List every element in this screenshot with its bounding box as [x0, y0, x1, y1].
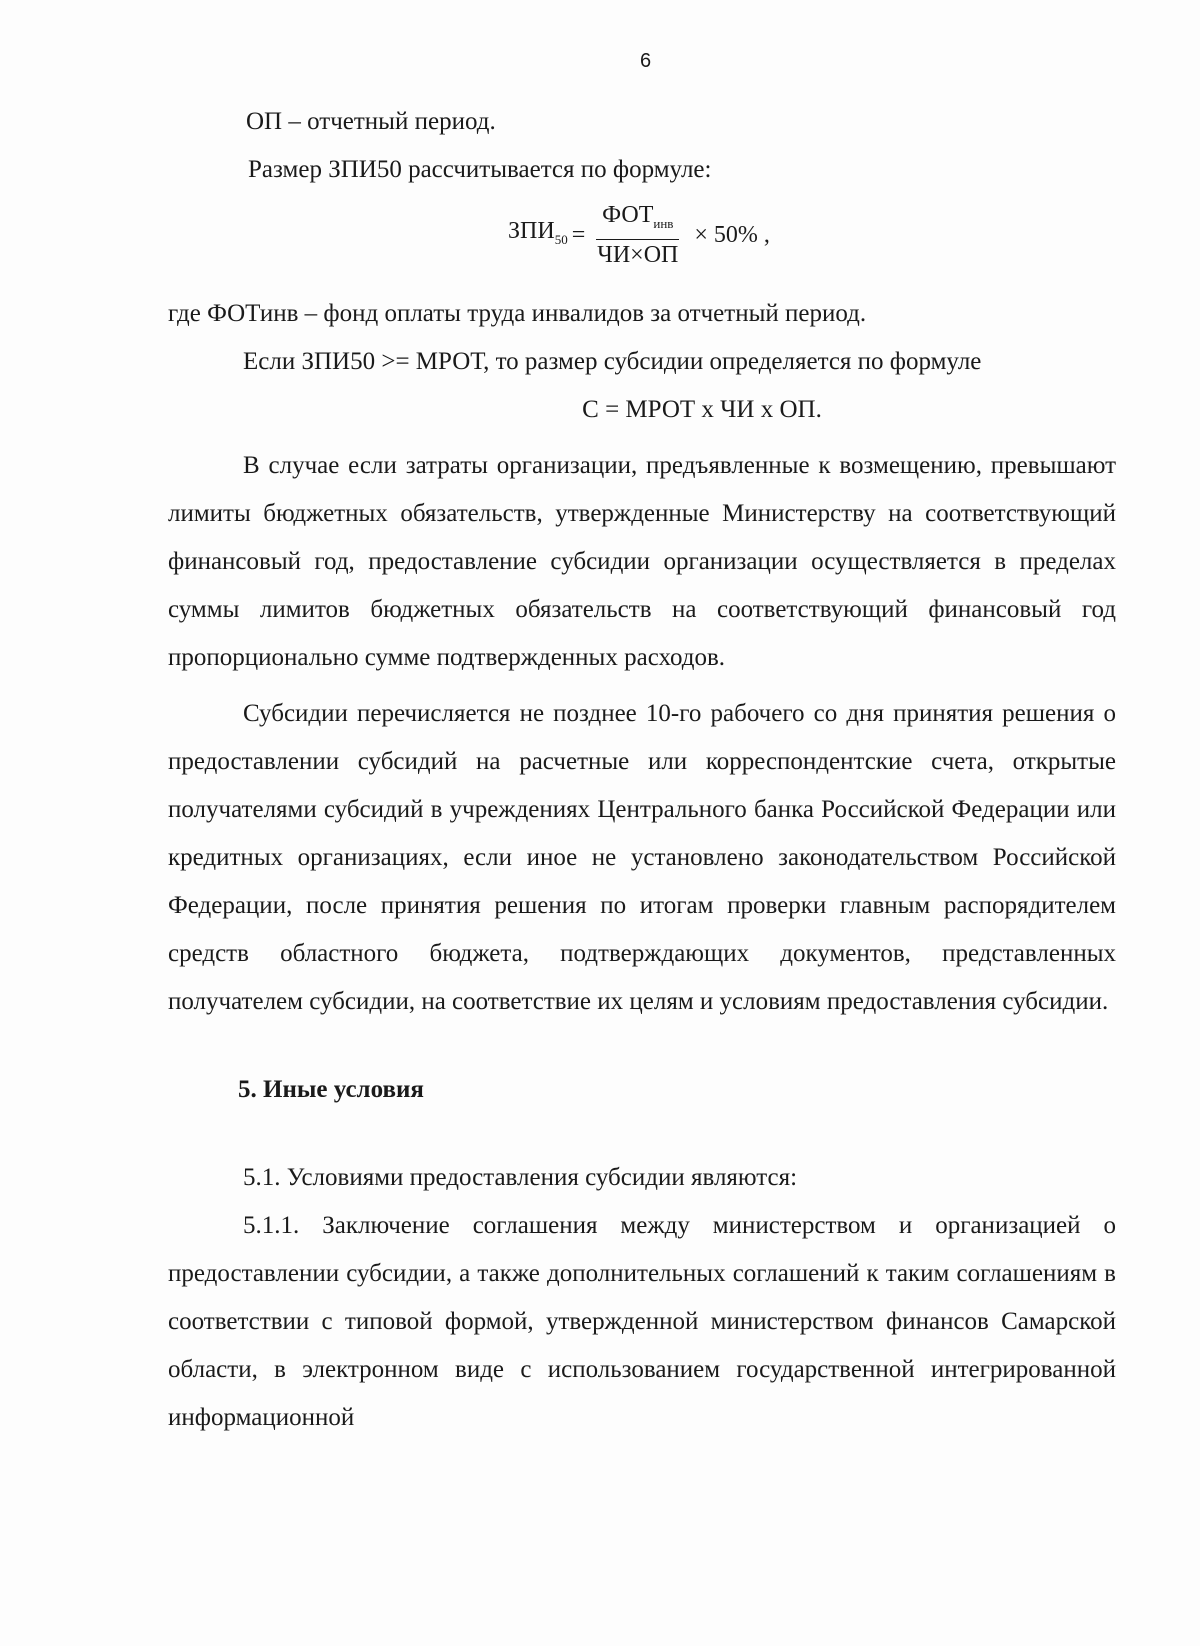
fot-definition: где ФОТинв – фонд оплаты труда инвалидов за отчетный период.: [168, 300, 867, 327]
formula-denominator: ЧИ×ОП: [597, 242, 679, 268]
op-definition: ОП – отчетный период.: [246, 108, 496, 135]
section-heading: 5. Иные условия: [238, 1076, 424, 1103]
formula-lhs: $ЗПИ_{50}$: [508, 217, 568, 247]
formula-equals: =: [571, 222, 586, 248]
formula-fraction: [591, 200, 684, 270]
paragraph-limits: В случае если затраты организации, предъявленные к возмещению, превышают лимиты бюджетных обязательств, утвержденные Министерству на соответствующий финансовый год, предоставление субсидии организации осуществляется в пределах суммы лимитов бюджетных обязательств на соответствующий финансовый год пропорционально сумме подтвержденных расходов.: [168, 452, 1116, 671]
subsidy-formula: С = МРОТ х ЧИ х ОП.: [582, 396, 822, 423]
page-number: 6: [640, 50, 652, 72]
if-condition: Если ЗПИ50 >= МРОТ, то размер субсидии определяется по формуле: [243, 348, 982, 375]
zpi-formula-expression: [508, 200, 770, 270]
clause-5-1: 5.1. Условиями предоставления субсидии являются:: [243, 1164, 798, 1191]
formula-numerator: $ФОТ_{инв}$: [596, 200, 679, 240]
zpi-formula-intro: Размер ЗПИ50 рассчитывается по формуле:: [248, 156, 712, 183]
formula-tail: × 50% ,: [694, 222, 770, 248]
document-body: [168, 98, 1116, 1442]
paragraph-transfer: Субсидии перечисляется не позднее 10-го рабочего со дня принятия решения о предоставлении субсидий на расчетные или корреспондентские счета, открытые получателями субсидий в учреждениях Центрального банка Российской Федерации или кредитных организациях, если иное не установлено законодательством Российской Федерации, после принятия решения по итогам проверки главным распорядителем средств областного бюджета, подтверждающих документов, представленных получателем субсидии, на соответствие их целям и условиям предоставления субсидии.: [168, 700, 1116, 1015]
clause-5-1-1: 5.1.1. Заключение соглашения между министерством и организацией о предоставлении субсидии, а также дополнительных соглашений к таким соглашениям в соответствии с типовой формой, утвержденной министерством финансов Самарской области, в электронном виде с использованием государственной интегрированной информационной: [168, 1212, 1116, 1431]
zpi-formula: [168, 194, 1116, 290]
